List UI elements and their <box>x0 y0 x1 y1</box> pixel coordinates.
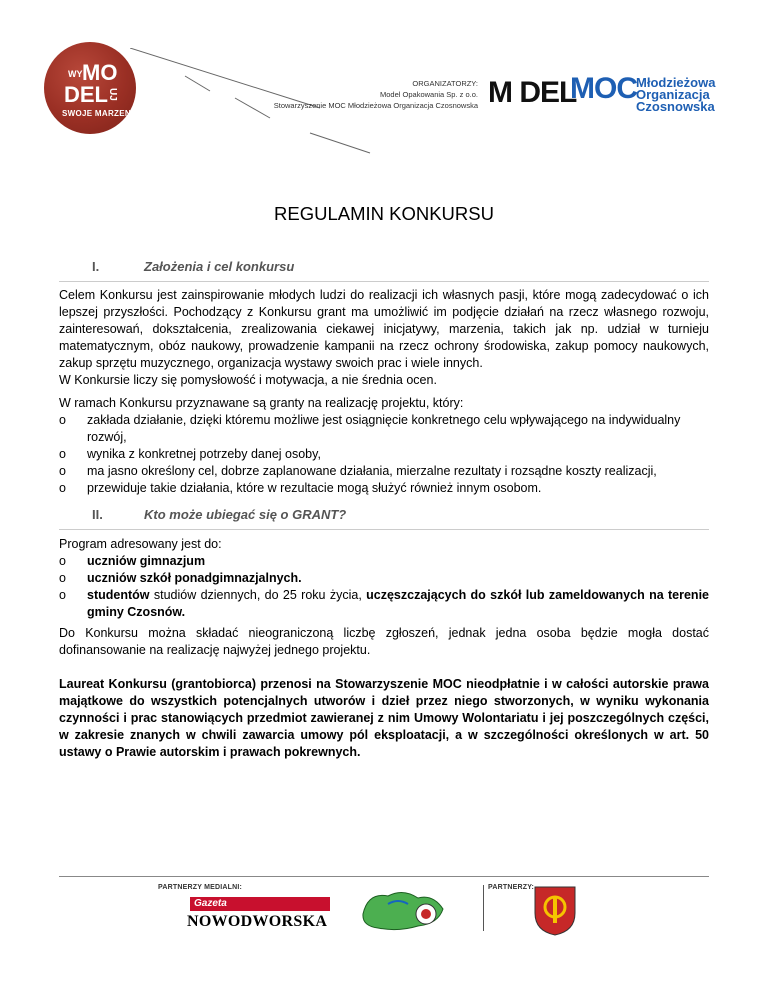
moc-name-line-2: Organizacja <box>636 87 710 102</box>
partners-label: PARTNERZY: <box>488 884 535 891</box>
list-item <box>59 412 709 446</box>
bullet-mark: o <box>59 413 66 427</box>
section-1-heading <box>59 259 709 282</box>
logo-uj: UJ <box>107 88 118 101</box>
bullet-text: ma jasno określony cel, dobrze zaplanowane działania, mierzalne rezultaty i rozsądne koszty realizacji, <box>87 464 657 478</box>
list-item <box>59 553 709 570</box>
section-2-applications-paragraph: Do Konkursu można składać nieograniczoną liczbę zgłoszeń, jednak jedna osoba będzie mogła dostać dofinansowanie na realizację najwyżej jednego projektu. <box>59 626 709 657</box>
section-2-heading <box>59 507 709 530</box>
moc-name-line-3: Czosnowska <box>636 99 715 114</box>
section-2-title: Kto może ubiegać się o GRANT? <box>144 507 347 522</box>
organizer-2: Stowarzyszenie MOC Młodzieżowa Organizacja Czosnowska <box>273 101 478 110</box>
list-item <box>59 446 709 463</box>
section-2-bullet-list <box>59 553 709 621</box>
section-1-paragraph-2: W Konkursie liczy się pomysłowość i motywacja, a nie średnia ocen. <box>59 373 437 387</box>
bullet-text-bold: studentów <box>87 588 150 602</box>
gazeta-label: Gazeta <box>194 898 227 909</box>
organizers-block <box>274 78 478 111</box>
gmina-map-logo <box>358 884 448 934</box>
bullet-mark: o <box>59 554 66 568</box>
moc-full-name <box>636 77 715 113</box>
footer-divider-line <box>59 876 709 877</box>
czosnow-coat-of-arms-icon <box>533 885 577 937</box>
bullet-text: uczniów szkół ponadgimnazjalnych. <box>87 571 302 585</box>
logo-mo: MO <box>82 60 118 85</box>
section-1-paragraph-1: Celem Konkursu jest zainspirowanie młodych ludzi do realizacji ich własnych pasji, które mogą zadecydować o ich lepszej przyszłości. Pochodzący z Konkursu grant ma umożliwić im podjęcie działań na rzecz własnego rozwoju, zainteresowań, dokształcenia, zrealizowania ciekawej inicjatywy, marzenia, takich jak np. udział w turnieju matematycznym, obóz naukowy, prowadzenie kampanii na rzecz ochrony środowiska, zakup pomocy naukowych, zakup sprzętu muzycznego, organizacja wystawy swoich prac i wiele innych. <box>59 288 709 370</box>
list-item <box>59 480 709 497</box>
moc-name-line-1: Młodzieżowa <box>636 75 716 90</box>
section-1-bullet-list <box>59 412 709 497</box>
section-1-paragraph-3: W ramach Konkursu przyznawane są granty na realizację projektu, który: <box>59 396 464 410</box>
document-title: REGULAMIN KONKURSU <box>274 203 494 224</box>
model-logo <box>488 76 576 110</box>
moc-logo-text: MOC <box>570 72 637 105</box>
section-2-intro: Program adresowany jest do: <box>59 537 222 551</box>
gazeta-banner <box>190 897 330 911</box>
bullet-mark: o <box>59 447 66 461</box>
bullet-text: przewiduje takie działania, które w rezultacie mogą służyć również innym osobom. <box>87 481 542 495</box>
bullet-text: wynika z konkretnej potrzeby danej osoby, <box>87 447 321 461</box>
media-partners-label: PARTNERZY MEDIALNI: <box>158 884 243 891</box>
organizer-1: Model Opakowania Sp. z o.o. <box>380 90 478 99</box>
list-item <box>59 570 709 587</box>
section-1-title: Założenia i cel konkursu <box>144 259 295 274</box>
bullet-mark: o <box>59 464 66 478</box>
nowodworska-logo: NOWODWORSKA <box>187 913 328 930</box>
bullet-mark: o <box>59 481 66 495</box>
bullet-mark: o <box>59 571 66 585</box>
bullet-text: zakłada działanie, dzięki któremu możliwe jest osiągnięcie konkretnego celu wpływającego na indywidualny rozwój, <box>87 413 681 444</box>
bullet-text: studiów dziennych, do 25 roku życia, <box>149 588 367 602</box>
section-1-number: I. <box>92 259 100 274</box>
model-logo-text: M DEL <box>488 76 577 109</box>
bullet-mark: o <box>59 588 66 602</box>
section-2-number: II. <box>92 507 103 522</box>
logo-tagline: SWOJE MARZENIA <box>62 109 140 118</box>
list-item <box>59 587 709 621</box>
organizers-label: ORGANIZATORZY: <box>412 79 478 88</box>
section-2-laureat-paragraph: Laureat Konkursu (grantobiorca) przenosi na Stowarzyszenie MOC nieodpłatnie i w całości autorskie prawa majątkowe do wszystkich potencjalnych utworów i dzieł przez niego stworzonych, w wyniku wykonania czynności i prac stanowiących przedmiot zawieranej z nim Umowy Wolontariatu i jej poszczególnych części, w zakresie znanych w chwili zawarcia umowy pól eksploatacji, a w szczególności określonych w art. 50 ustawy o Prawie autorskim i prawach pokrewnych. <box>59 677 709 759</box>
bullet-text-bold: uczęszczających do szkół lub zameldowanych na terenie gminy Czosnów. <box>87 588 709 619</box>
logo-del: DEL <box>64 82 108 107</box>
moc-logo <box>570 72 637 106</box>
logo-wy: WY <box>68 69 83 79</box>
bullet-text: uczniów gimnazjum <box>87 554 206 568</box>
footer-vertical-divider <box>483 885 484 931</box>
list-item <box>59 463 709 480</box>
